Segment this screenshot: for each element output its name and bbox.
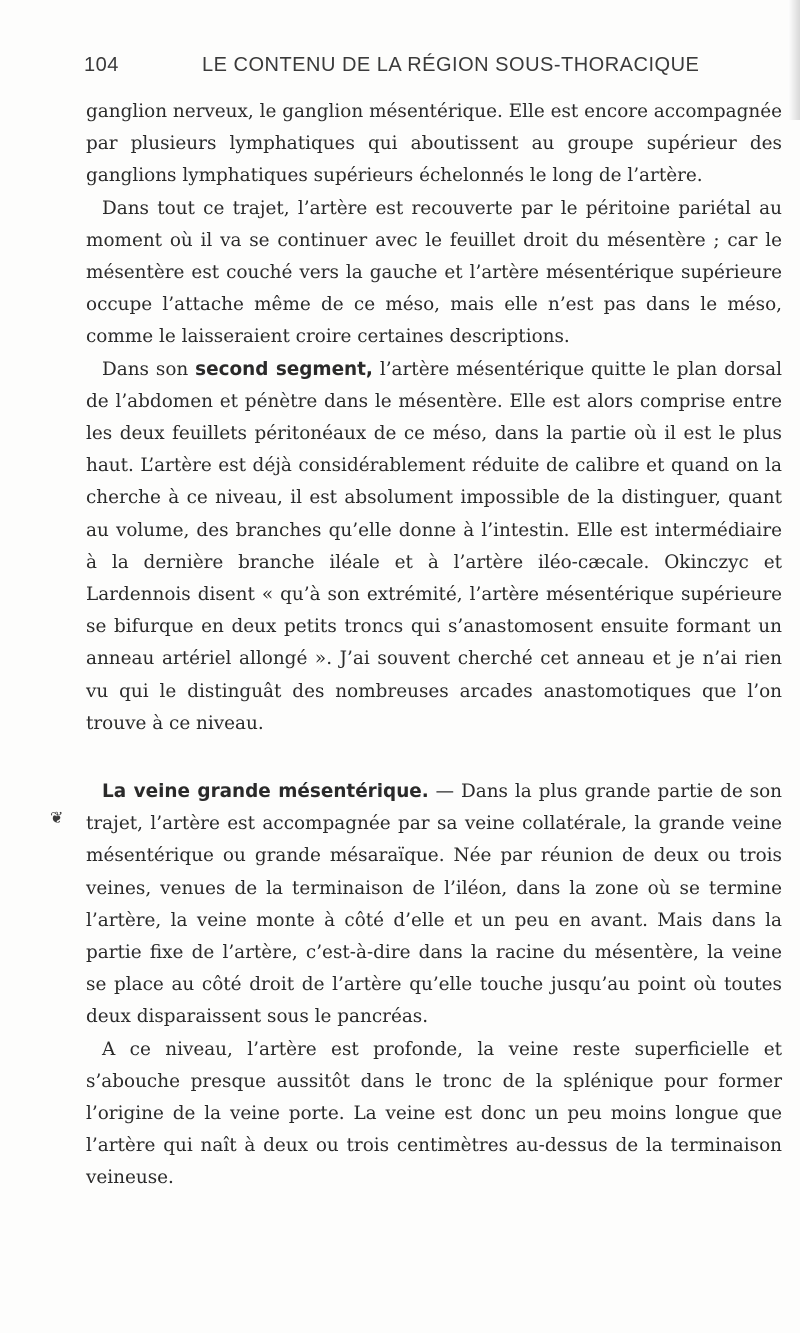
margin-mark-icon: ❦ [50, 808, 64, 827]
text-block-artery [86, 96, 782, 740]
page-header [84, 54, 704, 84]
second-segment-term: second segment, [195, 358, 373, 380]
paragraph-vein-text: — Dans la plus grande partie de son trajet, l’artère est accompagnée par sa veine collatérale, la grande veine mésentérique ou grande mésaraïque. Née par réunion de deux ou trois veines, venues de la terminaison de l’iléon, dans la zone où se termine l’artère, la veine monte à côté d’elle et un peu en avant. Mais dans la partie fixe de l’artère, c’est-à-dire dans la racine du mésentère, la veine se place au côté droit de l’artère qu’elle touche jusqu’au point où toutes deux disparaissent sous le pancréas. [86, 781, 782, 1028]
paragraph-continuation: ganglion nerveux, le ganglion mésentérique. Elle est encore accompagnée par plusieurs lymphatiques qui aboutissent au groupe supérieur des ganglions lymphatiques supérieurs échelonnés le long de l’artère. [86, 101, 782, 187]
paragraph-second-segment [86, 354, 782, 740]
running-title: LE CONTENU DE LA RÉGION SOUS-THORACIQUE [202, 54, 700, 76]
page-number: 104 [84, 54, 119, 76]
section-heading: La veine grande mésentérique. [102, 781, 429, 802]
paragraph-lead-text: Dans son [102, 358, 196, 380]
paragraph-niveau: A ce niveau, l’artère est profonde, la veine reste superficielle et s’abouche presque aussitôt dans le tronc de la splénique pour former l’origine de la veine porte. La veine est donc un peu moins longue que l’artère qui naît à deux ou trois centimètres au-dessus de la terminaison veineuse. [86, 1038, 782, 1189]
text-block-vein [86, 776, 782, 1195]
paragraph-trajet: Dans tout ce trajet, l’artère est recouverte par le péritoine pariétal au moment où il va se continuer avec le feuillet droit du mésentère ; car le mésentère est couché vers la gauche et l’artère mésentérique supérieure occupe l’attache même de ce méso, mais elle n’est pas dans le méso, comme le laisseraient croire certaines descriptions. [86, 197, 782, 348]
paragraph-vein [86, 776, 782, 1034]
page-edge-shadow [788, 0, 800, 120]
paragraph-body-text: l’artère mésentérique quitte le plan dorsal de l’abdomen et pénètre dans le mésentère. Elle est alors comprise entre les deux feuillets péritonéaux de ce méso, dans la partie où il est le plus haut. L’artère est déjà considérablement réduite de calibre et quand on la cherche à ce niveau, il est absolument impossible de la distinguer, quant au volume, des branches qu’elle donne à l’intestin. Elle est intermédiaire à la dernière branche iléale et à l’artère iléo-cæcale. Okinczyc et Lardennois disent « qu’à son extrémité, l’artère mésentérique supérieure se bifurque en deux petits troncs qui s’anastomosent ensuite formant un anneau artériel allongé ». J’ai souvent cherché cet anneau et je n’ai rien vu qui le distinguât des nombreuses arcades anastomotiques que l’on trouve à ce niveau. [86, 358, 782, 734]
